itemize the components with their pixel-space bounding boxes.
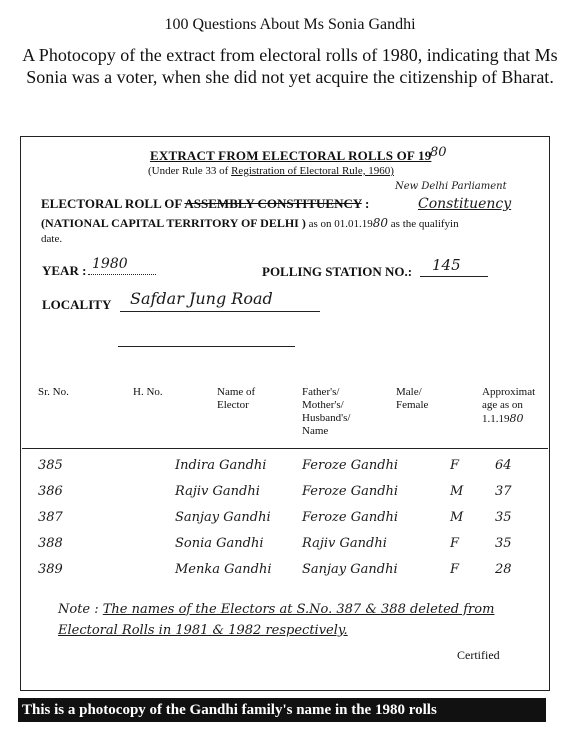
header-elector-name [217, 386, 255, 412]
header-age-line: age as on [482, 399, 523, 411]
table-row [0, 562, 580, 582]
table-row [0, 458, 580, 478]
cell-sex: M [450, 510, 464, 525]
cell-serial-no: 386 [38, 484, 63, 499]
locality-underline [120, 311, 320, 312]
certified-label: Certified [457, 648, 500, 662]
header-relation-line: Father's/ [302, 386, 340, 398]
table-row [0, 536, 580, 556]
header-age-line [482, 412, 535, 426]
cell-sex: M [450, 484, 464, 499]
year-value: 1980 [92, 256, 128, 272]
book-title: 100 Questions About Ms Sonia Gandhi [164, 16, 416, 33]
nct-text: (NATIONAL CAPITAL TERRITORY OF DELHI ) [41, 216, 306, 230]
cell-serial-no: 388 [38, 536, 63, 551]
table-row [0, 484, 580, 504]
cell-elector-name: Sanjay Gandhi [175, 510, 271, 525]
photo-caption: A Photocopy of the extract from electoral rolls of 1980, indicating that Ms Sonia was a voter, when she did not yet acquire the citizenship of Bharat. [22, 45, 558, 87]
header-age-year-printed: 1.1.19 [482, 413, 510, 425]
header-age-year-handwritten: 80 [509, 412, 524, 425]
polling-station-label: POLLING STATION NO.: [262, 264, 413, 279]
roll-handwritten-top: New Delhi Parliament [395, 181, 507, 192]
nct-year-handwritten: 80 [372, 216, 389, 230]
cell-relation-name: Sanjay Gandhi [302, 562, 398, 577]
roll-struck-text: ASSEMBLY CONSTITUENCY [184, 196, 362, 211]
table-row [0, 510, 580, 530]
polling-station-value: 145 [432, 256, 461, 274]
cell-relation-name: Feroze Gandhi [302, 484, 399, 499]
year-label: YEAR : [42, 263, 87, 278]
roll-handwritten: Constituency [418, 196, 512, 212]
header-sex-line: Male/ [396, 386, 422, 398]
cell-elector-name: Menka Gandhi [175, 562, 272, 577]
header-name-line: Name of [217, 386, 256, 398]
nct-tail: as the qualifyin [388, 218, 459, 230]
cell-elector-name: Sonia Gandhi [175, 536, 264, 551]
rule-prefix: (Under Rule 33 of [148, 165, 232, 177]
header-name-line: Elector [217, 399, 249, 411]
cell-age: 64 [495, 458, 512, 473]
nct-line [41, 216, 459, 231]
nct-as-on: as on 01.01.19 [305, 218, 373, 230]
note-text: The names of the Electors at S.No. 387 & 388 deleted from Electoral Rolls in 1981 & 1982 respectively. [58, 602, 495, 638]
cell-sex: F [450, 536, 460, 551]
rule-underlined: Registration of Electoral Rule, 1960) [231, 165, 394, 177]
cell-serial-no: 389 [38, 562, 63, 577]
cell-sex: F [450, 458, 460, 473]
date-label: date. [41, 233, 63, 245]
header-relation-line: Name [302, 425, 329, 437]
cell-elector-name: Rajiv Gandhi [175, 484, 260, 499]
cell-age: 35 [495, 536, 512, 551]
header-age [482, 386, 535, 426]
photo-banner: This is a photocopy of the Gandhi family's name in the 1980 rolls [18, 698, 546, 722]
cell-age: 28 [495, 562, 512, 577]
note-prefix: Note : [58, 602, 103, 617]
extract-title-year-handwritten: 80 [430, 145, 447, 160]
cell-relation-name: Feroze Gandhi [302, 510, 399, 525]
cell-elector-name: Indira Gandhi [175, 458, 267, 473]
locality-label: LOCALITY [42, 297, 112, 312]
locality-value: Safdar Jung Road [130, 289, 273, 308]
cell-serial-no: 385 [38, 458, 63, 473]
cell-sex: F [450, 562, 460, 577]
polling-station-underline [420, 276, 488, 277]
header-house-no: H. No. [133, 386, 163, 398]
handwritten-note [58, 599, 508, 641]
year-underline [88, 274, 156, 275]
extract-title: EXTRACT FROM ELECTORAL ROLLS OF 19 [150, 148, 432, 163]
cell-relation-name: Rajiv Gandhi [302, 536, 387, 551]
cell-serial-no: 387 [38, 510, 63, 525]
rule-reference [148, 165, 394, 177]
header-rule [22, 448, 548, 449]
header-sex-line: Female [396, 399, 429, 411]
roll-suffix: : [361, 196, 370, 211]
header-relation-line: Husband's/ [302, 412, 351, 424]
electoral-roll-line [41, 196, 369, 212]
cell-relation-name: Feroze Gandhi [302, 458, 399, 473]
header-age-line: Approximat [482, 386, 536, 398]
header-relation-line: Mother's/ [302, 399, 344, 411]
cell-age: 35 [495, 510, 512, 525]
roll-prefix: ELECTORAL ROLL OF [41, 196, 185, 211]
blank-line [118, 346, 295, 347]
header-relation-name [302, 386, 350, 438]
header-sex [396, 386, 428, 412]
header-serial-no: Sr. No. [38, 386, 69, 398]
cell-age: 37 [495, 484, 512, 499]
